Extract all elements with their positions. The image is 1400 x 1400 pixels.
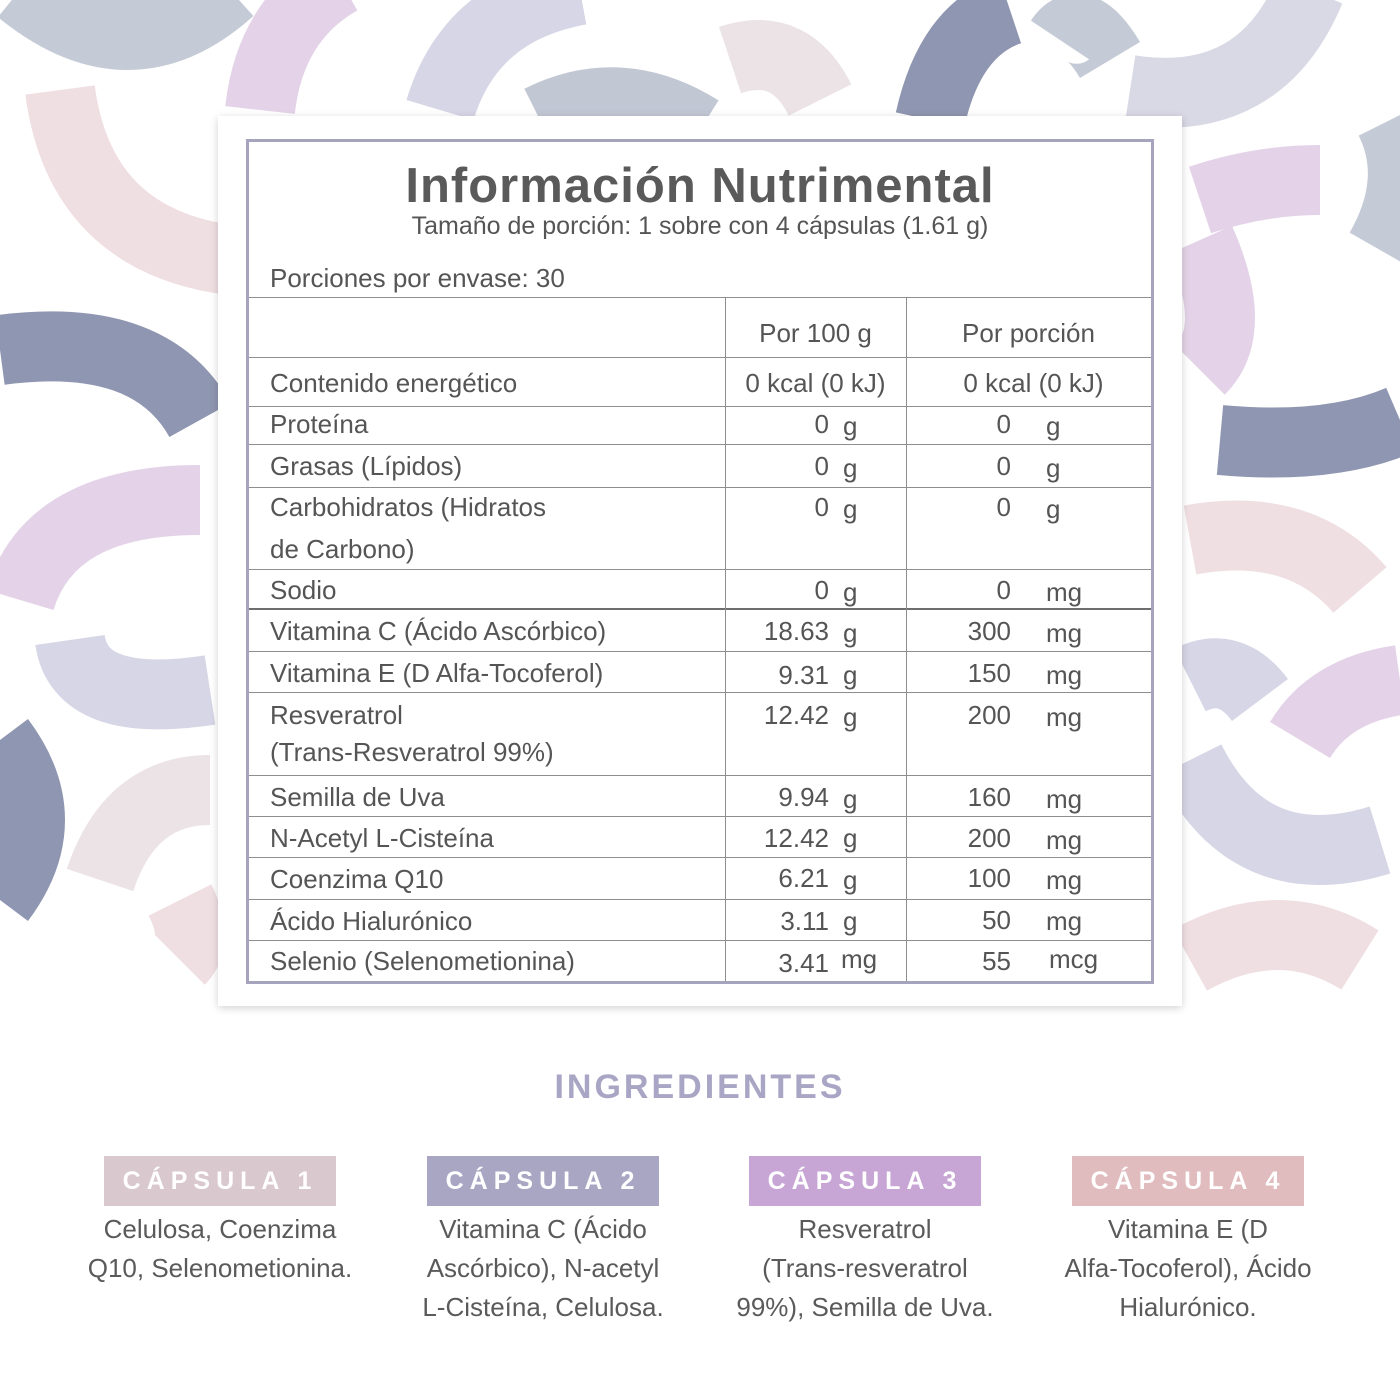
col-header-per-serving: Por porción (962, 318, 1095, 348)
nutrition-table (249, 142, 1151, 981)
ingredient-line: Celulosa, Coenzima (103, 1214, 337, 1244)
nutrient-per-100g-value: 0 (814, 575, 829, 605)
nutrient-per-100g-value: 6.21 (778, 863, 829, 893)
nutrient-per-serving-unit: mg (1046, 702, 1083, 732)
col-header-per-100g: Por 100 g (759, 318, 872, 348)
table-rule (249, 444, 1151, 445)
nutrient-per-serving-value: 160 (967, 782, 1011, 812)
nutrient-name: Selenio (Selenometionina) (270, 946, 575, 976)
ingredient-line: Hialurónico. (1119, 1292, 1257, 1322)
nutrient-per-serving-value: 200 (967, 700, 1011, 730)
nutrient-per-serving-value: 300 (967, 616, 1011, 646)
table-rule (249, 857, 1151, 858)
nutrient-per-100g-value: 9.94 (778, 782, 829, 812)
nutrient-per-serving-value: 150 (967, 658, 1011, 688)
nutrient-per-100g-value: 0 (814, 451, 829, 481)
table-rule (249, 692, 1151, 693)
nutrient-per-100g-unit: g (843, 660, 858, 690)
table-col-rule (906, 297, 907, 981)
nutrient-per-serving-value: 0 (996, 575, 1011, 605)
nutrient-per-serving-unit: g (1046, 411, 1061, 441)
capsule-1-badge: CÁPSULA 1 (104, 1156, 336, 1206)
capsule-2-badge: CÁPSULA 2 (427, 1156, 659, 1206)
nutrient-per-100g-unit: g (843, 618, 858, 648)
nutrient-per-100g-unit: g (843, 865, 858, 895)
nutrient-name-continued: de Carbono) (270, 534, 415, 564)
nutrient-per-100g-value: 0 (814, 409, 829, 439)
nutrient-per-100g-unit: g (843, 453, 858, 483)
energy-per-100g: 0 kcal (0 kJ) (745, 368, 886, 398)
capsule-3-badge: CÁPSULA 3 (749, 1156, 981, 1206)
energy-per-serving: 0 kcal (0 kJ) (963, 368, 1104, 398)
capsule-2-ingredients (383, 1210, 703, 1327)
nutrition-label (246, 139, 1154, 984)
nutrient-per-serving-unit: mg (1046, 906, 1083, 936)
nutrient-name: Grasas (Lípidos) (270, 451, 463, 481)
nutrient-per-serving-unit: mg (1046, 784, 1083, 814)
nutrient-per-100g-unit: g (843, 411, 858, 441)
servings-per-container: Porciones por envase: 30 (270, 263, 565, 293)
nutrient-per-100g-value: 12.42 (763, 700, 829, 730)
ingredient-line: 99%), Semilla de Uva. (736, 1292, 994, 1322)
nutrient-per-100g-value: 3.41 (778, 948, 829, 978)
nutrient-per-serving-value: 200 (967, 823, 1011, 853)
table-rule (249, 775, 1151, 776)
nutrient-per-serving-value: 100 (967, 863, 1011, 893)
table-rule-thick (249, 608, 1151, 610)
nutrient-name: Sodio (270, 575, 337, 605)
serving-size: Tamaño de porción: 1 sobre con 4 cápsulas (1.61 g) (411, 212, 989, 240)
nutrient-per-serving-unit: mcg (1049, 944, 1099, 974)
table-rule (249, 297, 1151, 298)
nutrient-name: Proteína (270, 409, 369, 439)
nutrient-per-100g-unit: g (843, 577, 858, 607)
ingredients-title: INGREDIENTES (554, 1068, 846, 1106)
nutrient-per-serving-unit: mg (1046, 865, 1083, 895)
label-title: Información Nutrimental (405, 159, 995, 213)
nutrient-name: Carbohidratos (Hidratos (270, 492, 547, 522)
nutrient-per-100g-value: 3.11 (780, 906, 829, 936)
ingredient-line: Resveratrol (798, 1214, 932, 1244)
nutrient-name: Coenzima Q10 (270, 864, 444, 894)
table-rule (249, 899, 1151, 900)
nutrient-per-100g-value: 18.63 (763, 616, 829, 646)
capsule-4-ingredients (1028, 1210, 1348, 1327)
ingredient-line: (Trans-resveratrol (762, 1253, 968, 1283)
ingredient-line: L-Cisteína, Celulosa. (422, 1292, 664, 1322)
nutrient-per-100g-unit: mg (841, 944, 878, 974)
capsule-1-ingredients (60, 1210, 380, 1288)
nutrient-per-serving-value: 0 (996, 409, 1011, 439)
nutrient-name-continued: (Trans-Resveratrol 99%) (270, 737, 554, 767)
ingredient-line: Ascórbico), N-acetyl (426, 1253, 660, 1283)
nutrient-per-serving-unit: mg (1046, 618, 1083, 648)
nutrient-per-100g-unit: g (843, 494, 858, 524)
nutrient-per-100g-value: 0 (814, 492, 829, 522)
table-rule (249, 651, 1151, 652)
nutrient-per-serving-value: 0 (996, 492, 1011, 522)
energy-label: Contenido energético (270, 368, 518, 398)
ingredient-line: Alfa-Tocoferol), Ácido (1064, 1253, 1312, 1283)
nutrient-name: Resveratrol (270, 700, 403, 730)
nutrient-name: Ácido Hialurónico (270, 906, 473, 936)
table-rule (249, 816, 1151, 817)
nutrient-per-100g-unit: g (843, 906, 858, 936)
nutrient-name: Vitamina E (D Alfa-Tocoferol) (270, 658, 604, 688)
ingredient-line: Vitamina E (D (1108, 1214, 1268, 1244)
ingredient-line: Q10, Selenometionina. (87, 1253, 353, 1283)
table-rule (249, 569, 1151, 570)
nutrient-per-100g-unit: g (843, 702, 858, 732)
nutrient-per-serving-unit: mg (1046, 660, 1083, 690)
capsule-3-ingredients (705, 1210, 1025, 1327)
nutrient-name: N-Acetyl L-Cisteína (270, 823, 494, 853)
table-rule (249, 406, 1151, 407)
nutrient-per-serving-value: 0 (996, 451, 1011, 481)
table-col-rule (725, 297, 726, 981)
table-rule (249, 940, 1151, 941)
ingredient-line: Vitamina C (Ácido (439, 1214, 647, 1244)
nutrient-per-serving-unit: mg (1046, 825, 1083, 855)
nutrient-per-serving-unit: mg (1046, 577, 1083, 607)
nutrient-per-100g-unit: g (843, 823, 858, 853)
table-rule (249, 357, 1151, 358)
nutrient-per-serving-unit: g (1046, 453, 1061, 483)
capsule-4-badge: CÁPSULA 4 (1072, 1156, 1304, 1206)
nutrient-name: Semilla de Uva (270, 782, 445, 812)
nutrient-name: Vitamina C (Ácido Ascórbico) (270, 616, 607, 646)
nutrient-per-serving-unit: g (1046, 494, 1061, 524)
table-rule (249, 487, 1151, 488)
nutrient-per-100g-unit: g (843, 784, 858, 814)
nutrient-per-serving-value: 55 (982, 946, 1011, 976)
nutrient-per-100g-value: 12.42 (763, 823, 829, 853)
nutrient-per-serving-value: 50 (982, 905, 1011, 935)
nutrient-per-100g-value: 9.31 (778, 660, 829, 690)
